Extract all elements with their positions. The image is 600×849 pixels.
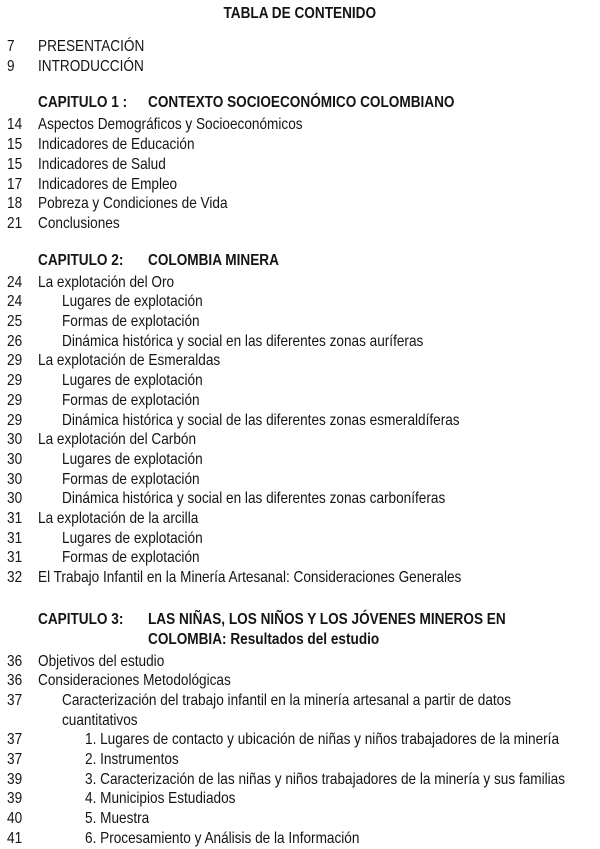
toc-entry[interactable] (0, 292, 600, 312)
toc-entry[interactable] (0, 175, 600, 195)
page-number: 39 (7, 770, 23, 788)
entry-title: 3. Caracterización de las niñas y niños trabajadores de la minería y sus familias (85, 770, 566, 788)
entry-title: La explotación del Carbón (38, 431, 197, 449)
toc-entry[interactable] (0, 691, 600, 711)
entry-title: Objetivos del estudio (38, 652, 165, 670)
page-number: 25 (7, 313, 23, 330)
toc-entry[interactable] (0, 770, 600, 790)
page-number: 31 (7, 549, 23, 567)
page-number: 31 (7, 529, 23, 547)
toc-entry[interactable] (0, 332, 600, 352)
entry-title: Dinámica histórica y social de las diferentes zonas esmeraldíferas (62, 411, 460, 429)
page-number: 41 (7, 829, 23, 847)
chapter-label: CAPITULO 3: (38, 610, 124, 628)
page-number: 36 (7, 652, 23, 670)
page-number: 21 (7, 214, 23, 232)
entry-title: Lugares de explotación (62, 372, 203, 390)
page-number: 24 (7, 273, 23, 291)
toc-entry[interactable] (0, 711, 600, 731)
chapter-heading (0, 630, 600, 650)
chapter-title: LAS NIÑAS, LOS NIÑOS Y LOS JÓVENES MINEROS EN (148, 610, 506, 628)
page-number: 29 (7, 372, 23, 390)
entry-title: PRESENTACIÓN (38, 38, 145, 55)
chapter-title: CONTEXTO SOCIOECONÓMICO COLOMBIANO (148, 94, 455, 112)
page-number: 31 (7, 510, 23, 527)
page-number: 40 (7, 810, 23, 828)
page-number: 7 (7, 38, 15, 55)
page-number: 36 (7, 672, 23, 690)
toc-entry[interactable] (0, 312, 600, 332)
entry-title: Dinámica histórica y social en las diferentes zonas carboníferas (62, 490, 446, 508)
entry-title: 6. Procesamiento y Análisis de la Información (85, 829, 360, 847)
toc-entry[interactable] (0, 135, 600, 155)
toc-entry[interactable] (0, 730, 600, 750)
page-number: 39 (7, 790, 23, 808)
entry-title: 1. Lugares de contacto y ubicación de niñas y niños trabajadores de la minería (85, 731, 560, 749)
chapter-title: COLOMBIA MINERA (148, 251, 279, 269)
toc-entry[interactable] (0, 789, 600, 809)
entry-title: Conclusiones (38, 214, 120, 232)
page-number: 9 (7, 57, 15, 75)
toc-entry[interactable] (0, 450, 600, 470)
entry-title: Dinámica histórica y social en las diferentes zonas auríferas (62, 332, 424, 350)
entry-title-continued: cuantitativos (62, 711, 138, 729)
page-number: 37 (7, 751, 23, 768)
toc-entry[interactable] (0, 351, 600, 371)
toc-entry[interactable] (0, 548, 600, 568)
chapter-label: CAPITULO 2: (38, 251, 124, 269)
entry-title: Formas de explotación (62, 470, 200, 488)
toc-entry[interactable] (0, 57, 600, 77)
toc-entry[interactable] (0, 809, 600, 829)
chapter-label: CAPITULO 1 : (38, 94, 128, 112)
toc-entry[interactable] (0, 214, 600, 234)
toc-entry[interactable] (0, 489, 600, 509)
page-number: 30 (7, 431, 23, 449)
entry-title: 5. Muestra (85, 810, 150, 828)
entry-title: Lugares de explotación (62, 450, 203, 468)
toc-entry[interactable] (0, 671, 600, 691)
toc-entry[interactable] (0, 750, 600, 770)
entry-title: El Trabajo Infantil en la Minería Artesanal: Consideraciones Generales (38, 569, 462, 587)
toc-entry[interactable] (0, 37, 600, 57)
entry-title: Indicadores de Empleo (38, 175, 178, 193)
entry-title: Lugares de explotación (62, 293, 203, 311)
page-number: 15 (7, 136, 23, 154)
entry-title: Consideraciones Metodológicas (38, 672, 231, 690)
toc-entry[interactable] (0, 568, 600, 588)
toc-entry[interactable] (0, 430, 600, 450)
page-number: 15 (7, 155, 23, 173)
page-number: 14 (7, 116, 23, 134)
toc-entry[interactable] (0, 115, 600, 135)
page-number: 37 (7, 731, 23, 749)
chapter-heading (0, 610, 600, 630)
entry-title: Formas de explotación (62, 391, 200, 409)
entry-title: La explotación de la arcilla (38, 510, 199, 527)
entry-title: 4. Municipios Estudiados (85, 790, 236, 808)
toc-entry[interactable] (0, 391, 600, 411)
toc-entry[interactable] (0, 652, 600, 672)
toc-entry[interactable] (0, 509, 600, 529)
toc-entry[interactable] (0, 829, 600, 849)
title-text: TABLA DE CONTENIDO (223, 5, 377, 22)
page-number: 18 (7, 195, 23, 213)
page-number: 29 (7, 391, 23, 409)
entry-title: 2. Instrumentos (85, 751, 179, 768)
page-number: 32 (7, 569, 23, 587)
chapter-heading (0, 93, 600, 113)
page-number: 30 (7, 450, 23, 468)
toc-entry[interactable] (0, 529, 600, 549)
toc-entry[interactable] (0, 273, 600, 293)
toc-entry[interactable] (0, 155, 600, 175)
chapter-title: COLOMBIA: Resultados del estudio (148, 630, 380, 648)
entry-title: Formas de explotación (62, 313, 200, 330)
page-number: 37 (7, 691, 23, 709)
chapter-heading (0, 251, 600, 271)
entry-title: Caracterización del trabajo infantil en la minería artesanal a partir de datos (62, 691, 512, 709)
entry-title: La explotación del Oro (38, 273, 175, 291)
page-number: 30 (7, 490, 23, 508)
toc-entry[interactable] (0, 411, 600, 431)
toc-entry[interactable] (0, 371, 600, 391)
page-number: 29 (7, 411, 23, 429)
page-number: 24 (7, 293, 23, 311)
entry-title: INTRODUCCIÓN (38, 57, 144, 75)
toc-entry[interactable] (0, 194, 600, 214)
entry-title: Indicadores de Educación (38, 136, 195, 154)
page-title (0, 5, 600, 23)
entry-title: Indicadores de Salud (38, 155, 166, 173)
page-number: 30 (7, 470, 23, 488)
entry-title: Lugares de explotación (62, 529, 203, 547)
page-number: 29 (7, 352, 23, 370)
toc-entry[interactable] (0, 470, 600, 490)
entry-title: Pobreza y Condiciones de Vida (38, 195, 228, 213)
entry-title: Aspectos Demográficos y Socioeconómicos (38, 116, 303, 134)
entry-title: La explotación de Esmeraldas (38, 352, 221, 370)
entry-title: Formas de explotación (62, 549, 200, 567)
page-number: 17 (7, 175, 23, 193)
page-number: 26 (7, 332, 23, 350)
